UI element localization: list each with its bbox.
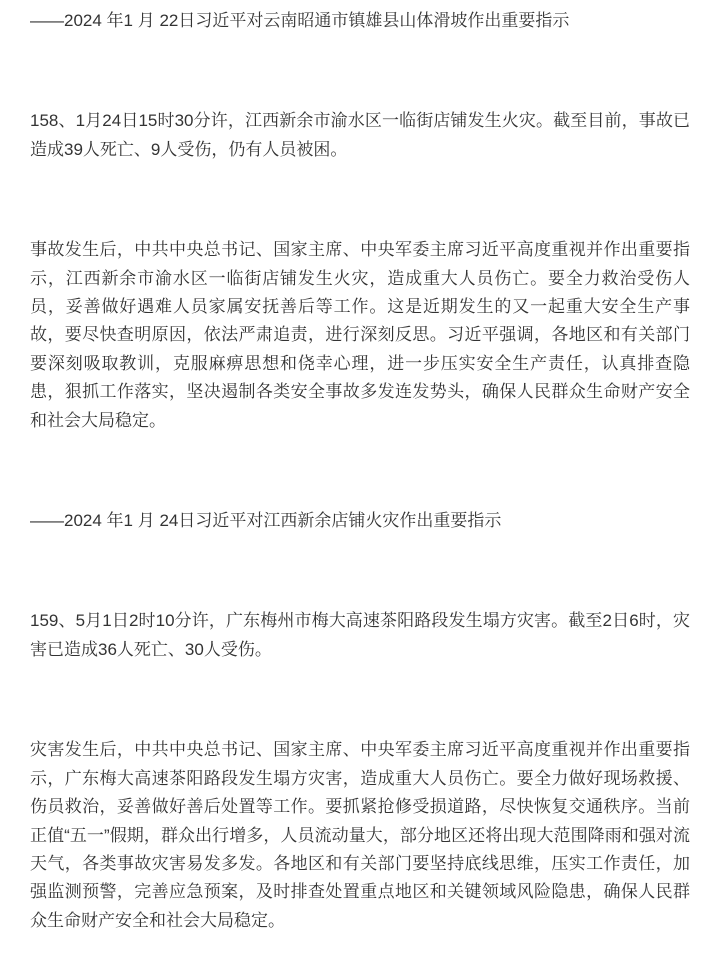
paragraph-159-meida-collapse-summary: 159、5月1日2时10分许，广东梅州市梅大高速茶阳路段发生塌方灾害。截至2日6时，灾害已造成36人死亡、30人受伤。 [30,611,690,659]
paragraph-xinyu-fire-directive: 事故发生后，中共中央总书记、国家主席、中央军委主席习近平高度重视并作出重要指示，江西新余市渝水区一临街店铺发生火灾，造成重大人员伤亡。要全力救治受伤人员，妥善做好遇难人员家属安抚善后等工作。这是近期发生的又一起重大安全生产事故，要尽快查明原因，依法严肃追责，进行深刻反思。习近平强调，各地区和有关部门要深刻吸取教训，克服麻痹思想和侥幸心理，进一步压实安全生产责任，认真排查隐患，狠抓工作落实，坚决遏制各类安全事故多发连发势头，确保人民群众生命财产安全和社会大局稳定。 [30,240,690,430]
attribution-line-jiangxi-fire: ——2024 年1 月 24日习近平对江西新余店铺火灾作出重要指示 [30,511,502,531]
paragraph-meida-collapse-directive: 灾害发生后，中共中央总书记、国家主席、中央军委主席习近平高度重视并作出重要指示，广东梅大高速茶阳路段发生塌方灾害，造成重大人员伤亡。要全力做好现场救援、伤员救治，妥善做好善后处置等工作。要抓紧抢修受损道路，尽快恢复交通秩序。当前正值“五一”假期，群众出行增多，人员流动量大，部分地区还将出现大范围降雨和强对流天气，各类事故灾害易发多发。各地区和有关部门要坚持底线思维，压实工作责任，加强监测预警，完善应急预案，及时排查处置重点地区和关键领域风险隐患，确保人民群众生命财产安全和社会大局稳定。 [30,740,690,930]
attribution-line-yunnan-landslide: ——2024 年1 月 22日习近平对云南昭通市镇雄县山体滑坡作出重要指示 [30,11,570,30]
paragraph-158-xinyu-fire-summary: 158、1月24日15时30分许，江西新余市渝水区一临街店铺发生火灾。截至目前，事故已造成39人死亡、9人受伤，仍有人员被困。 [30,111,690,159]
